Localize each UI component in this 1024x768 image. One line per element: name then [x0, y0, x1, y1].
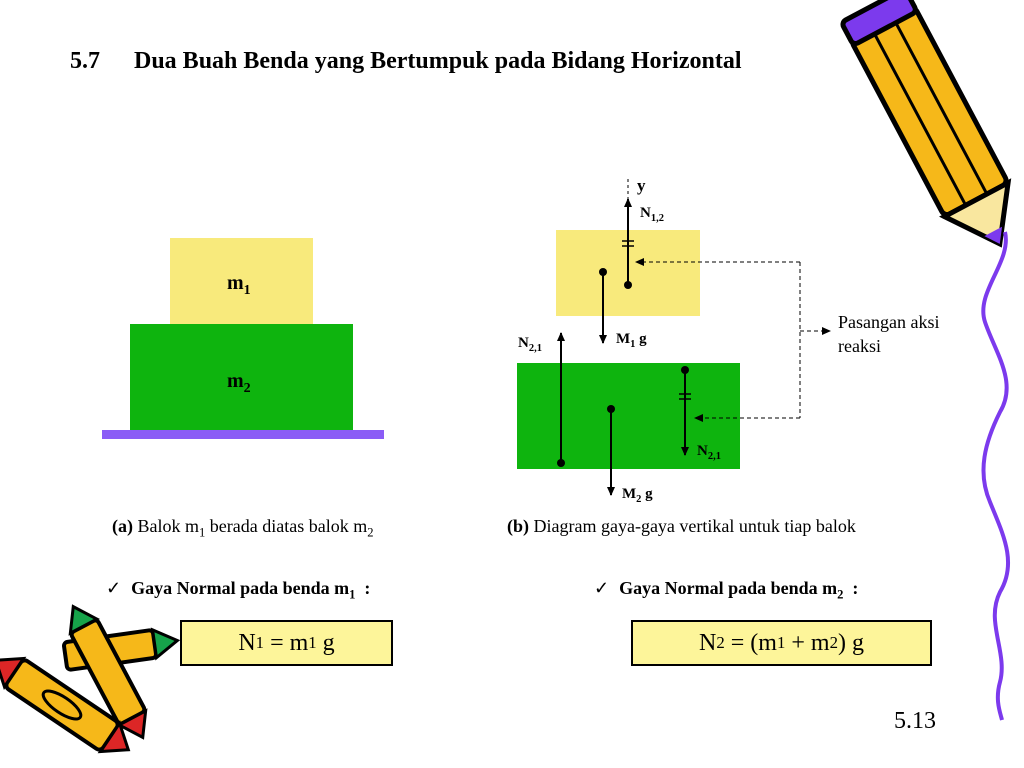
- caption-a: (a) Balok $m_1$ berada diatas balok $m_2$: [112, 516, 374, 540]
- point-m1g: [599, 268, 607, 276]
- equation-n1: N 1 = m 1 g: [180, 620, 393, 666]
- label-m2: $m_2$: [227, 370, 251, 396]
- title-text: Dua Buah Benda yang Bertumpuk pada Bidang Horizontal: [134, 48, 742, 74]
- point-m2g: [607, 405, 615, 413]
- caption-b: (b) Diagram gaya-gaya vertikal untuk tiap balok: [507, 516, 856, 536]
- check-icon: ✓: [106, 578, 122, 598]
- equation-n2: N 2 = (m 1 + m 2 ) g: [631, 620, 932, 666]
- wavy-border: [983, 232, 1008, 720]
- point-n21-left: [557, 459, 565, 467]
- point-n21-right: [681, 366, 689, 374]
- axis-y-label: y: [637, 176, 646, 195]
- point-n12: [624, 281, 632, 289]
- crayons-icon: [0, 600, 179, 764]
- label-m1: $m_1$: [227, 272, 251, 298]
- label-m2g: $M_2$ g: [622, 486, 653, 505]
- bullet-normal-m1: ✓ Gaya Normal pada benda $m_1$ :: [106, 578, 371, 602]
- bullet-normal-m2: ✓ Gaya Normal pada benda $m_2$ :: [594, 578, 859, 602]
- pencil-icon: [841, 0, 1024, 261]
- label-n21-right: $N_{2,1}$: [697, 443, 721, 462]
- check-icon: ✓: [594, 578, 610, 598]
- label-n12: $N_{1,2}$: [640, 205, 664, 224]
- page-number: 5.13: [894, 708, 936, 734]
- action-reaction-label: Pasangan aksi reaksi: [838, 312, 940, 356]
- label-n21-left: $N_{2,1}$: [518, 335, 542, 354]
- label-m1g: $M_1$ g: [616, 331, 647, 350]
- section-number: 5.7: [70, 48, 100, 74]
